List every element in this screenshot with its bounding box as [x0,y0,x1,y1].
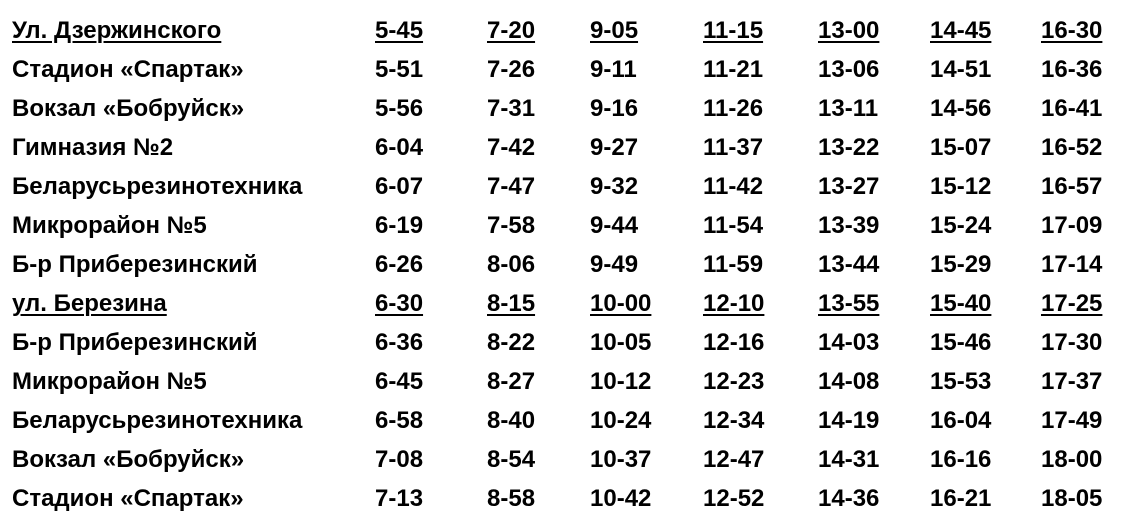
departure-time: 16-30 [1041,17,1103,44]
stop-name: Беларусьрезинотехника [12,173,303,200]
stop-name: Вокзал «Бобруйск» [12,446,245,473]
departure-time: 6-30 [375,290,424,317]
stop-name: ул. Березина [12,290,167,317]
departure-time: 7-31 [487,95,536,122]
departure-time: 11-26 [703,95,764,122]
departure-time: 12-10 [703,290,765,317]
departure-time: 12-34 [703,407,765,434]
departure-time: 15-07 [930,134,992,161]
departure-time: 13-44 [818,251,880,278]
departure-time: 8-27 [487,368,536,395]
bus-schedule-table [12,11,1127,518]
departure-time: 9-11 [590,56,637,83]
departure-time: 7-20 [487,17,536,44]
stop-name: Гимназия №2 [12,134,174,161]
stop-row [12,440,1127,479]
departure-time: 9-05 [590,17,639,44]
departure-time: 12-47 [703,446,765,473]
stop-row [12,479,1127,518]
departure-time: 6-26 [375,251,424,278]
departure-time: 13-27 [818,173,880,200]
departure-time: 16-52 [1041,134,1103,161]
stop-name: Стадион «Спартак» [12,56,244,83]
terminal-stop-row [12,284,1127,323]
departure-time: 15-40 [930,290,992,317]
departure-time: 10-37 [590,446,652,473]
stop-row [12,167,1127,206]
departure-time: 15-29 [930,251,992,278]
departure-time: 13-39 [818,212,880,239]
stop-name: Б-р Приберезинский [12,251,258,278]
departure-time: 13-06 [818,56,880,83]
departure-time: 17-14 [1041,251,1103,278]
departure-time: 13-22 [818,134,880,161]
departure-time: 17-30 [1041,329,1103,356]
departure-time: 6-07 [375,173,424,200]
stop-row [12,323,1127,362]
departure-time: 6-19 [375,212,424,239]
departure-time: 11-21 [703,56,764,83]
departure-time: 9-49 [590,251,639,278]
departure-time: 8-15 [487,290,536,317]
departure-time: 6-45 [375,368,424,395]
departure-time: 17-25 [1041,290,1103,317]
departure-time: 8-40 [487,407,536,434]
departure-time: 13-11 [818,95,879,122]
departure-time: 8-58 [487,485,536,512]
departure-time: 7-26 [487,56,536,83]
departure-time: 11-42 [703,173,764,200]
departure-time: 5-56 [375,95,424,122]
departure-time: 9-16 [590,95,639,122]
departure-time: 8-06 [487,251,536,278]
departure-time: 14-08 [818,368,880,395]
departure-time: 18-05 [1041,485,1103,512]
departure-time: 18-00 [1041,446,1103,473]
departure-time: 12-23 [703,368,765,395]
departure-time: 6-04 [375,134,424,161]
departure-time: 7-08 [375,446,424,473]
departure-time: 17-37 [1041,368,1103,395]
stop-name: Ул. Дзержинского [12,17,222,44]
departure-time: 5-51 [375,56,424,83]
departure-time: 9-44 [590,212,639,239]
departure-time: 14-56 [930,95,992,122]
departure-time: 8-22 [487,329,536,356]
stop-row [12,401,1127,440]
departure-time: 12-52 [703,485,765,512]
terminal-stop-row [12,11,1127,50]
departure-time: 14-19 [818,407,880,434]
departure-time: 14-45 [930,17,992,44]
departure-time: 16-21 [930,485,992,512]
departure-time: 15-46 [930,329,992,356]
departure-time: 6-58 [375,407,424,434]
stop-name: Вокзал «Бобруйск» [12,95,245,122]
departure-time: 9-32 [590,173,639,200]
departure-time: 16-04 [930,407,992,434]
departure-time: 11-54 [703,212,764,239]
departure-time: 11-37 [703,134,764,161]
departure-time: 14-03 [818,329,880,356]
departure-time: 8-54 [487,446,536,473]
departure-time: 9-27 [590,134,639,161]
stop-name: Микрорайон №5 [12,212,207,239]
stop-row [12,362,1127,401]
departure-time: 10-00 [590,290,652,317]
departure-time: 7-13 [375,485,424,512]
departure-time: 5-45 [375,17,424,44]
departure-time: 7-42 [487,134,536,161]
departure-time: 11-59 [703,251,764,278]
departure-time: 7-58 [487,212,536,239]
departure-time: 16-41 [1041,95,1103,122]
departure-time: 16-16 [930,446,992,473]
departure-time: 14-36 [818,485,880,512]
stop-name: Б-р Приберезинский [12,329,258,356]
departure-time: 11-15 [703,17,764,44]
departure-time: 15-12 [930,173,992,200]
stop-name: Стадион «Спартак» [12,485,244,512]
departure-time: 15-53 [930,368,992,395]
departure-time: 16-57 [1041,173,1103,200]
departure-time: 6-36 [375,329,424,356]
stop-row [12,128,1127,167]
departure-time: 16-36 [1041,56,1103,83]
departure-time: 17-49 [1041,407,1103,434]
departure-time: 10-24 [590,407,652,434]
stop-row [12,206,1127,245]
departure-time: 12-16 [703,329,765,356]
stop-row [12,89,1127,128]
departure-time: 15-24 [930,212,992,239]
departure-time: 7-47 [487,173,536,200]
departure-time: 17-09 [1041,212,1103,239]
departure-time: 13-55 [818,290,880,317]
departure-time: 10-12 [590,368,652,395]
departure-time: 14-31 [818,446,880,473]
stop-name: Микрорайон №5 [12,368,207,395]
departure-time: 10-42 [590,485,652,512]
departure-time: 13-00 [818,17,880,44]
departure-time: 10-05 [590,329,652,356]
departure-time: 14-51 [930,56,992,83]
stop-name: Беларусьрезинотехника [12,407,303,434]
stop-row [12,50,1127,89]
stop-row [12,245,1127,284]
